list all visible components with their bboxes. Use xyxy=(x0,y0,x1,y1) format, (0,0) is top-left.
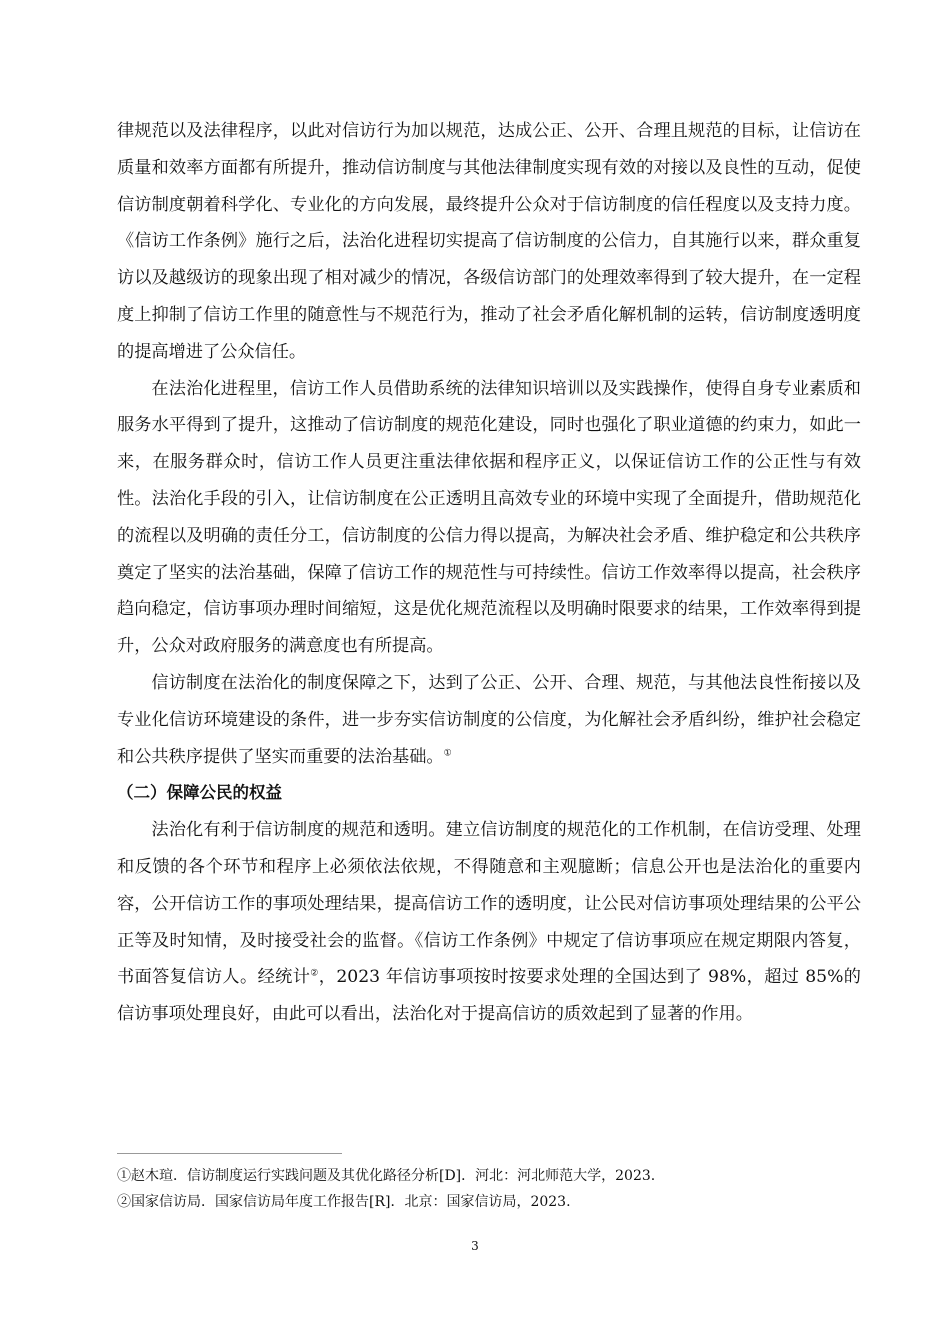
paragraph-3 xyxy=(117,665,861,775)
footnote-1: ①赵木瑄．信访制度运行实践问题及其优化路径分析[D]．河北：河北师范大学，2023. xyxy=(117,1168,656,1184)
paragraph-1: 律规范以及法律程序，以此对信访行为加以规范，达成公正、公开、合理且规范的目标，让信访在质量和效率方面都有所提升，推动信访制度与其他法律制度实现有效的对接以及良性的互动，促使信访制度朝着科学化、专业化的方向发展，最终提升公众对于信访制度的信任程度以及支持力度。《信访工作条例》施行之后，法治化进程切实提高了信访制度的公信力，自其施行以来，群众重复访以及越级访的现象出现了相对减少的情况，各级信访部门的处理效率得到了较大提升，在一定程度上抑制了信访工作里的随意性与不规范行为，推动了社会矛盾化解机制的运转，信访制度透明度的提高增进了公众信任。 xyxy=(117,121,861,362)
footnote-ref-2[interactable]: ② xyxy=(310,968,319,979)
paragraph-3-text: 信访制度在法治化的制度保障之下，达到了公正、公开、合理、规范，与其他法良性衔接以及专业化信访环境建设的条件，进一步夯实信访制度的公信度，为化解社会矛盾纠纷，维护社会稳定和公共秩序提供了坚实而重要的法治基础。 xyxy=(117,672,861,767)
footnotes xyxy=(117,1163,861,1215)
paragraph-4-text-b: ，2023 年信访事项按时按要求处理的全国达到了 98%，超过 85%的信访事项处理良好，由此可以看出，法治化对于提高信访的质效起到了显著的作用。 xyxy=(117,967,861,1025)
paragraph-4-text-a: 法治化有利于信访制度的规范和透明。建立信访制度的规范化的工作机制，在信访受理、处理和反馈的各个环节和程序上必须依法依规，不得随意和主观臆断；信息公开也是法治化的重要内容，公开信访工作的事项处理结果，提高信访工作的透明度，让公民对信访事项处理结果的公平公正等及时知情，及时接受社会的监督。《信访工作条例》中规定了信访事项应在规定期限内答复，书面答复信访人。经统计 xyxy=(117,820,861,988)
footnote-ref-1[interactable]: ① xyxy=(443,747,452,758)
section-heading: （二）保障公民的权益 xyxy=(117,783,282,803)
page-number: 3 xyxy=(471,1239,479,1253)
paragraph-2: 在法治化进程里，信访工作人员借助系统的法律知识培训以及实践操作，使得自身专业素质和服务水平得到了提升，这推动了信访制度的规范化建设，同时也强化了职业道德的约束力，如此一来，在服务群众时，信访工作人员更注重法律依据和程序正义，以保证信访工作的公正性与有效性。法治化手段的引入，让信访制度在公正透明且高效专业的环境中实现了全面提升，借助规范化的流程以及明确的责任分工，信访制度的公信力得以提高，为解决社会矛盾、维护稳定和公共秩序奠定了坚实的法治基础，保障了信访工作的规范性与可持续性。信访工作效率得以提高，社会秩序趋向稳定，信访事项办理时间缩短，这是优化规范流程以及明确时限要求的结果，工作效率得到提升，公众对政府服务的满意度也有所提高。 xyxy=(117,378,861,657)
paragraph-4 xyxy=(117,812,861,1033)
body-text xyxy=(117,113,861,1033)
footnote-2: ②国家信访局．国家信访局年度工作报告[R]．北京：国家信访局，2023. xyxy=(117,1194,571,1210)
footnote-separator xyxy=(117,1153,342,1154)
